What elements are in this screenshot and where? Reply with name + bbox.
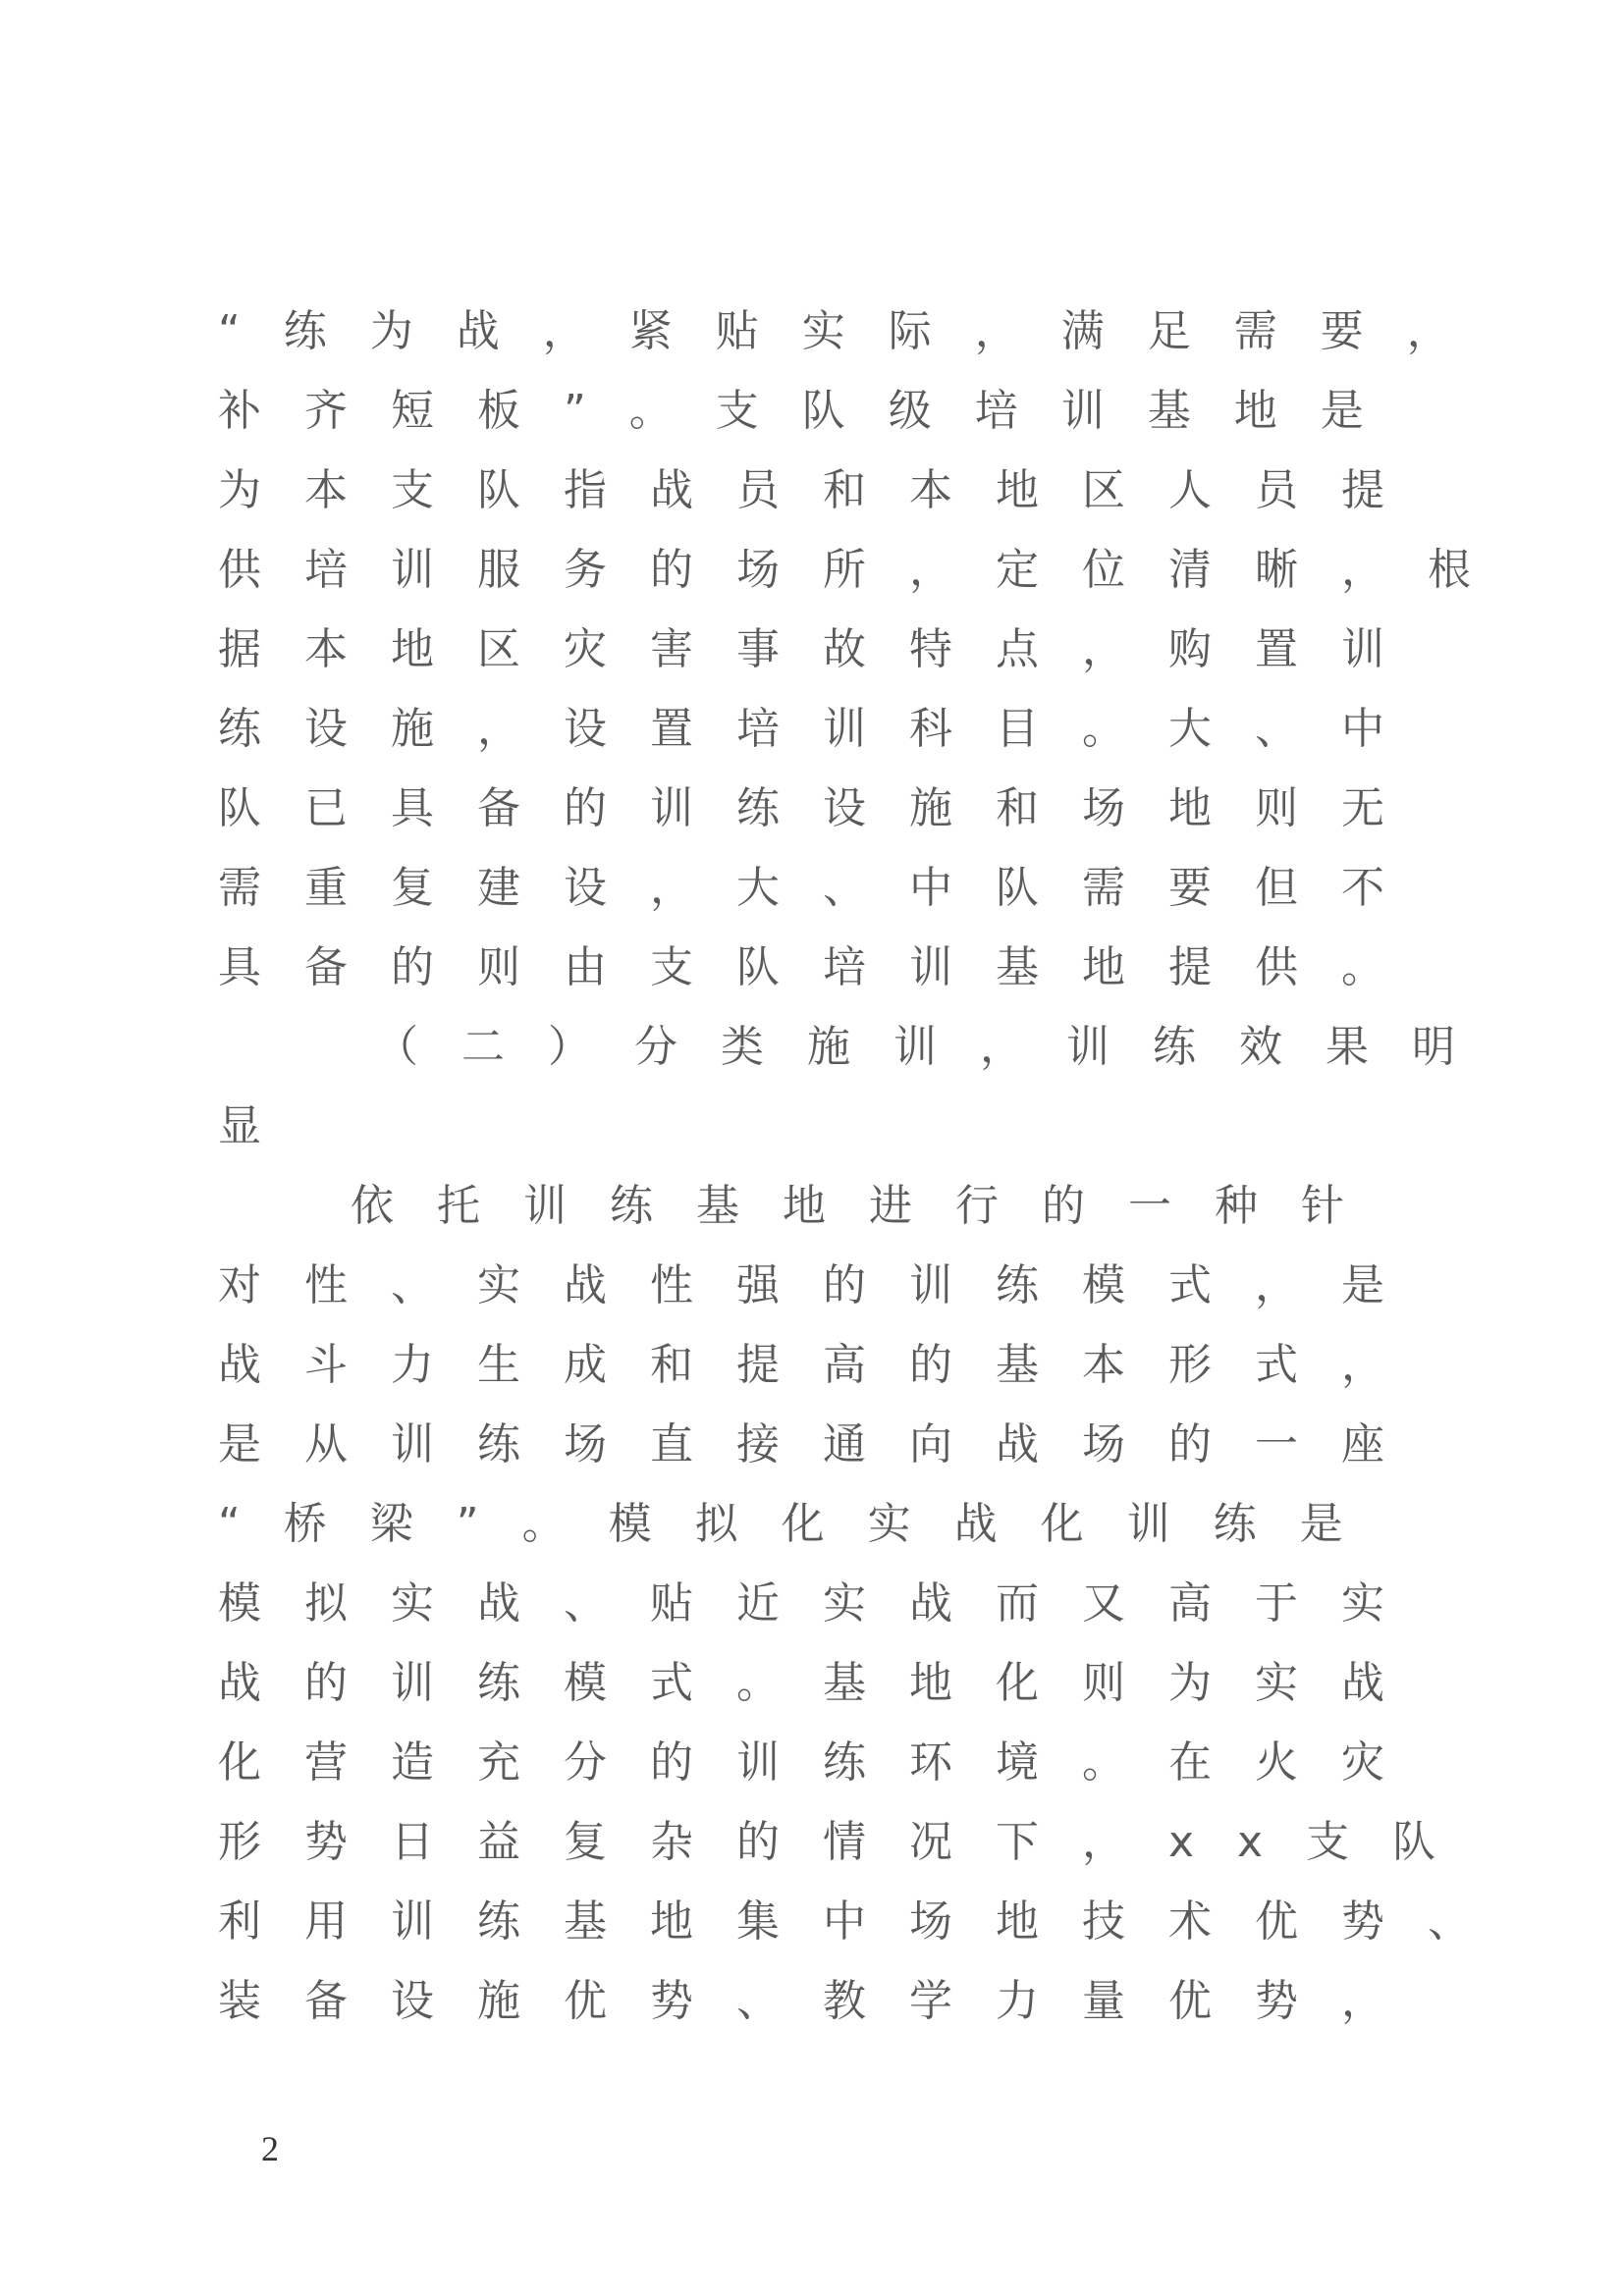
text-line: 形势日益复杂的情况下，xx支队 (218, 1817, 1480, 1867)
section-heading-continued: 显 (218, 1101, 304, 1151)
text-line: 需重复建设，大、中队需要但不 (218, 863, 1428, 913)
text-line: 队已具备的训练设施和场地则无 (218, 783, 1428, 833)
text-line: 利用训练基地集中场地技术优势、 (218, 1896, 1514, 1947)
text-line: 补齐短板”。支队级培训基地是 (218, 386, 1407, 436)
text-line: 据本地区灾害事故特点，购置训 (218, 624, 1428, 674)
section-heading: （二）分类施训，训练效果明 (375, 1022, 1498, 1072)
text-line: “练为战，紧贴实际，满足需要， (218, 306, 1493, 356)
text-line: 化营造充分的训练环境。在火灾 (218, 1737, 1428, 1788)
text-line: 对性、实战性强的训练模式，是 (218, 1260, 1428, 1310)
text-line: 为本支队指战员和本地区人员提 (218, 465, 1428, 515)
page-number: 2 (261, 2129, 279, 2168)
text-line: 战的训练模式。基地化则为实战 (218, 1658, 1428, 1708)
text-line: 是从训练场直接通向战场的一座 (218, 1419, 1428, 1469)
text-line: “桥梁”。模拟化实战化训练是 (218, 1499, 1386, 1549)
text-line: 供培训服务的场所，定位清晰，根 (218, 545, 1514, 595)
paragraph-start: 依托训练基地进行的一种针 (351, 1181, 1387, 1231)
text-line: 装备设施优势、教学力量优势， (218, 1976, 1428, 2026)
text-line: 模拟实战、贴近实战而又高于实 (218, 1578, 1428, 1629)
body-text (218, 292, 1593, 2041)
text-line: 具备的则由支队培训基地提供。 (218, 942, 1428, 992)
text-line: 练设施，设置培训科目。大、中 (218, 704, 1428, 754)
text-line: 战斗力生成和提高的基本形式， (218, 1340, 1428, 1390)
